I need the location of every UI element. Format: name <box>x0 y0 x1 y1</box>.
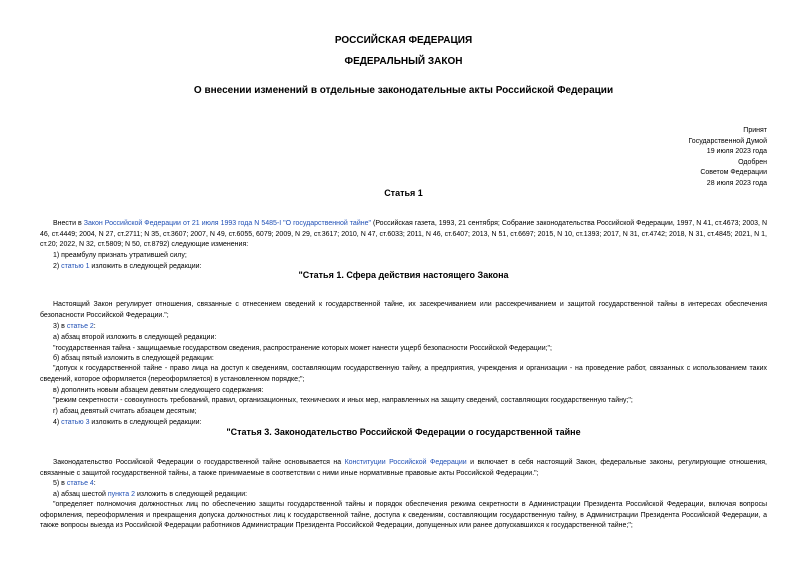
item-2: 2) статью 1 изложить в следующей редакции: <box>53 263 202 270</box>
adoption-line: 28 июля 2023 года <box>706 179 767 187</box>
subheading-article-1: "Статья 1. Сфера действия настоящего Закона <box>298 270 509 280</box>
adoption-line: Одобрен <box>738 158 767 166</box>
quote-a: "государственная тайна - защищаемые государством сведения, распространение которых может нанести ущерб безопасности Российской Федерации;"; <box>53 345 552 352</box>
item-1: 1) преамбулу признать утратившей силу; <box>53 252 187 259</box>
subitem-g: г) абзац девятый считать абзацем десятым; <box>53 408 197 415</box>
constitution-link[interactable]: Конституции Российской Федерации <box>344 459 467 466</box>
article-1-link[interactable]: статью 1 <box>61 263 90 270</box>
subitem-b: б) абзац пятый изложить в следующей редакции: <box>53 355 214 362</box>
adoption-block <box>688 126 767 189</box>
adoption-line: Принят <box>743 127 767 134</box>
article-1-text: Настоящий Закон регулирует отношения, связанные с отнесением сведений к государственной тайне, их засекречиванием или рассекречиванием и защитой государственной тайны в интересах обеспечения безопасности Российской Федерации."; <box>40 301 767 319</box>
quote-v: "режим секретности - совокупность требований, правил, организационных, технических и иных мер, направленных на защиту сведений, составляющих государственную тайну;"; <box>53 397 633 404</box>
item-3: 3) в статье 2: <box>53 323 96 330</box>
article-2-link[interactable]: статье 2 <box>66 323 94 330</box>
subitem-a: а) абзац второй изложить в следующей редакции: <box>53 334 217 341</box>
article-intro: Внести в Закон Российской Федерации от 21 июля 1993 года N 5485-I "О государственной тайне" (Российская газета, 1993, 21 сентября; Собрание законодательства Российской Федерации, 1997, N 41, ст.4673; 2003, N 46, ст.4449; 2004, N 27, ст.2711; N 35, ст.3607; 2007, N 49, ст.6055, 6079; 2009, N 29, ст.3617; 2010, N 47, ст.6033; 2011, N 46, ст.6407; 2013, N 51, ст.6697; 2015, N 10, ст.1393; 2017, N 31, ст.4742; 2018, N 31, ст.4845; 2021, N 1, ст.20; 2022, N 32, ст.5809; N 50, ст.8792) следующие изменения: <box>40 220 767 248</box>
article-3-link[interactable]: статью 3 <box>61 419 90 426</box>
law-type-heading: ФЕДЕРАЛЬНЫЙ ЗАКОН <box>344 56 463 67</box>
adoption-line: Государственной Думой <box>688 137 767 145</box>
subitem-v: в) дополнить новым абзацем девятым следующего содержания: <box>53 387 264 394</box>
article-3-text: Законодательство Российской Федерации о государственной тайне основывается на Конституции Российской Федерации и включает в себя настоящий Закон, федеральные законы, регулирующие отношения, связанные с защитой государственной тайны, а также принимаемые в соответствии с ними иные нормативные правовые акты Российской Федерации."; <box>40 459 767 477</box>
article-heading: Статья 1 <box>384 188 423 198</box>
subitem-a5: а) абзац шестой пункта 2 изложить в следующей редакции: <box>53 491 248 498</box>
country-heading: РОССИЙСКАЯ ФЕДЕРАЦИЯ <box>334 35 473 46</box>
subheading-article-3: "Статья 3. Законодательство Российской Федерации о государственной тайне <box>226 427 581 437</box>
law-link[interactable]: Закон Российской Федерации от 21 июля 1993 года N 5485-I "О государственной тайне" <box>83 220 371 227</box>
item-5: 5) в статье 4: <box>53 480 96 487</box>
item-4: 4) статью 3 изложить в следующей редакции: <box>53 419 202 426</box>
quote-b: "допуск к государственной тайне - право лица на доступ к сведениям, составляющим государственную тайну, а предприятия, учреждения и организации - на проведение работ, связанных с использованием таких сведений, которое оформляется (переоформляется) в установленном порядке;"; <box>40 365 767 383</box>
paragraph-2-link[interactable]: пункта 2 <box>107 491 136 498</box>
quote-a5: "определяет полномочия должностных лиц по обеспечению защиты государственной тайны и порядок обеспечения режима секретности в Администрации Президента Российской Федерации, включая вопросы оформления, переоформления и прекращения допуска должностных лиц к государственной тайне, доступа к сведениям, составляющим государственную тайну, в Администрации Президента Российской Федерации, а также вопросы выезда из Российской Федерации работников Администрации Президента Российской Федерации, допущенных или ранее допускавшихся к государственной тайне;"; <box>40 501 767 529</box>
adoption-line: 19 июля 2023 года <box>706 148 767 155</box>
law-title: О внесении изменений в отдельные законодательные акты Российской Федерации <box>193 85 614 96</box>
adoption-line: Советом Федерации <box>700 169 767 176</box>
article-4-link[interactable]: статье 4 <box>66 480 94 487</box>
